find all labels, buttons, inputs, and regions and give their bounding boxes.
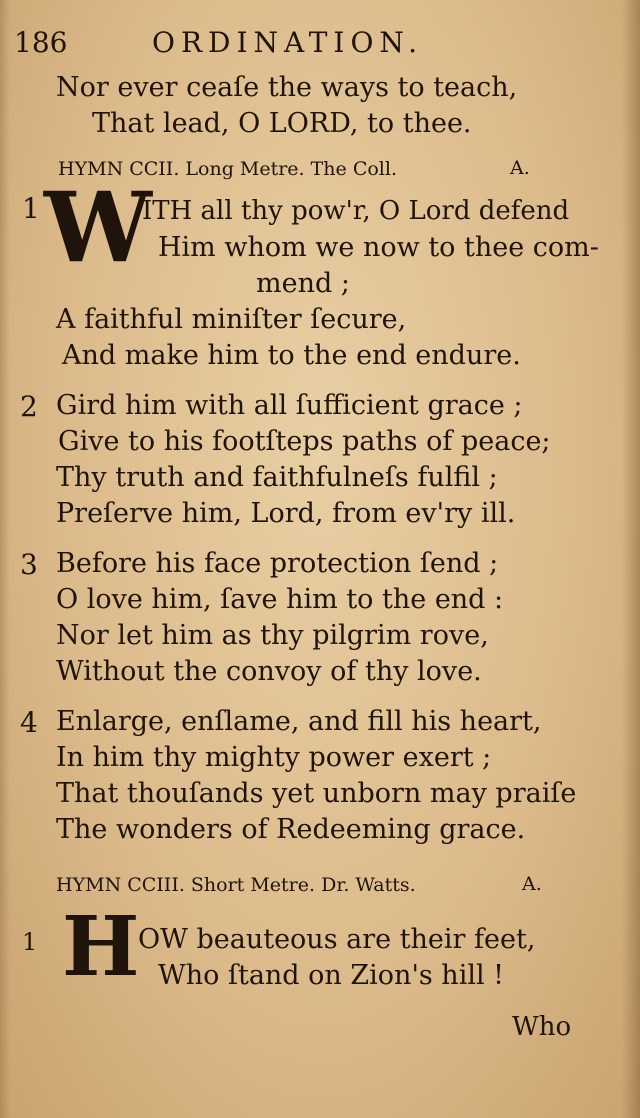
verse-line: Give to his footſteps paths of peace; [58, 426, 551, 457]
verse-line: And make him to the end endure. [62, 340, 521, 371]
prev-hymn-line-2: That lead, O LORD, to thee. [92, 108, 472, 139]
verse-line: mend ; [256, 268, 350, 299]
prev-hymn-line-1: Nor ever ceaſe the ways to teach, [56, 72, 518, 103]
catchword: Who [512, 1012, 572, 1042]
page-shadow-left [0, 0, 10, 1118]
verse-line: ITH all thy pow'r, O Lord defend [142, 196, 570, 226]
verse-number: 1 [22, 192, 40, 225]
verse-line: Without the convoy of thy love. [56, 656, 482, 687]
verse-number: 1 [22, 928, 38, 956]
verse-line: Him whom we now to thee com- [158, 232, 599, 263]
verse-line: OW beauteous are their feet, [138, 924, 536, 955]
verse-line: O love him, ſave him to the end : [56, 584, 504, 615]
verse-line: That thouſands yet unborn may praiſe [56, 778, 577, 809]
verse-line: A faithful miniſter ſecure, [56, 304, 407, 335]
verse-line: Enlarge, enſlame, and fill his heart, [56, 706, 542, 737]
drop-cap: H [62, 899, 140, 995]
verse-line: Preſerve him, Lord, from ev'ry ill. [56, 498, 516, 529]
hymn-203-heading-letter: A. [522, 873, 542, 895]
hymn-202-heading-letter: A. [510, 157, 530, 179]
hymn-203-heading: HYMN CCIII. Short Metre. Dr. Watts. [56, 874, 416, 896]
verse-line: Before his face protection ſend ; [56, 548, 499, 579]
verse-line: Thy truth and faithfulneſs fulfil ; [56, 462, 498, 493]
verse-line: Who ſtand on Zion's hill ! [158, 960, 505, 991]
page-shadow-right [622, 0, 640, 1118]
verse-line: Gird him with all ſufficient grace ; [56, 390, 523, 421]
verse-line: Nor let him as thy pilgrim rove, [56, 620, 489, 651]
drop-cap: W [44, 171, 152, 284]
verse-number: 4 [20, 706, 38, 739]
page-number: 186 [14, 26, 68, 59]
hymn-202-heading: HYMN CCII. Long Metre. The Coll. [58, 158, 397, 180]
verse-line: In him thy mighty power exert ; [56, 742, 492, 773]
running-head: ORDINATION. [152, 26, 424, 59]
verse-number: 3 [20, 548, 38, 581]
verse-line: The wonders of Redeeming grace. [56, 814, 526, 845]
verse-number: 2 [20, 390, 38, 423]
